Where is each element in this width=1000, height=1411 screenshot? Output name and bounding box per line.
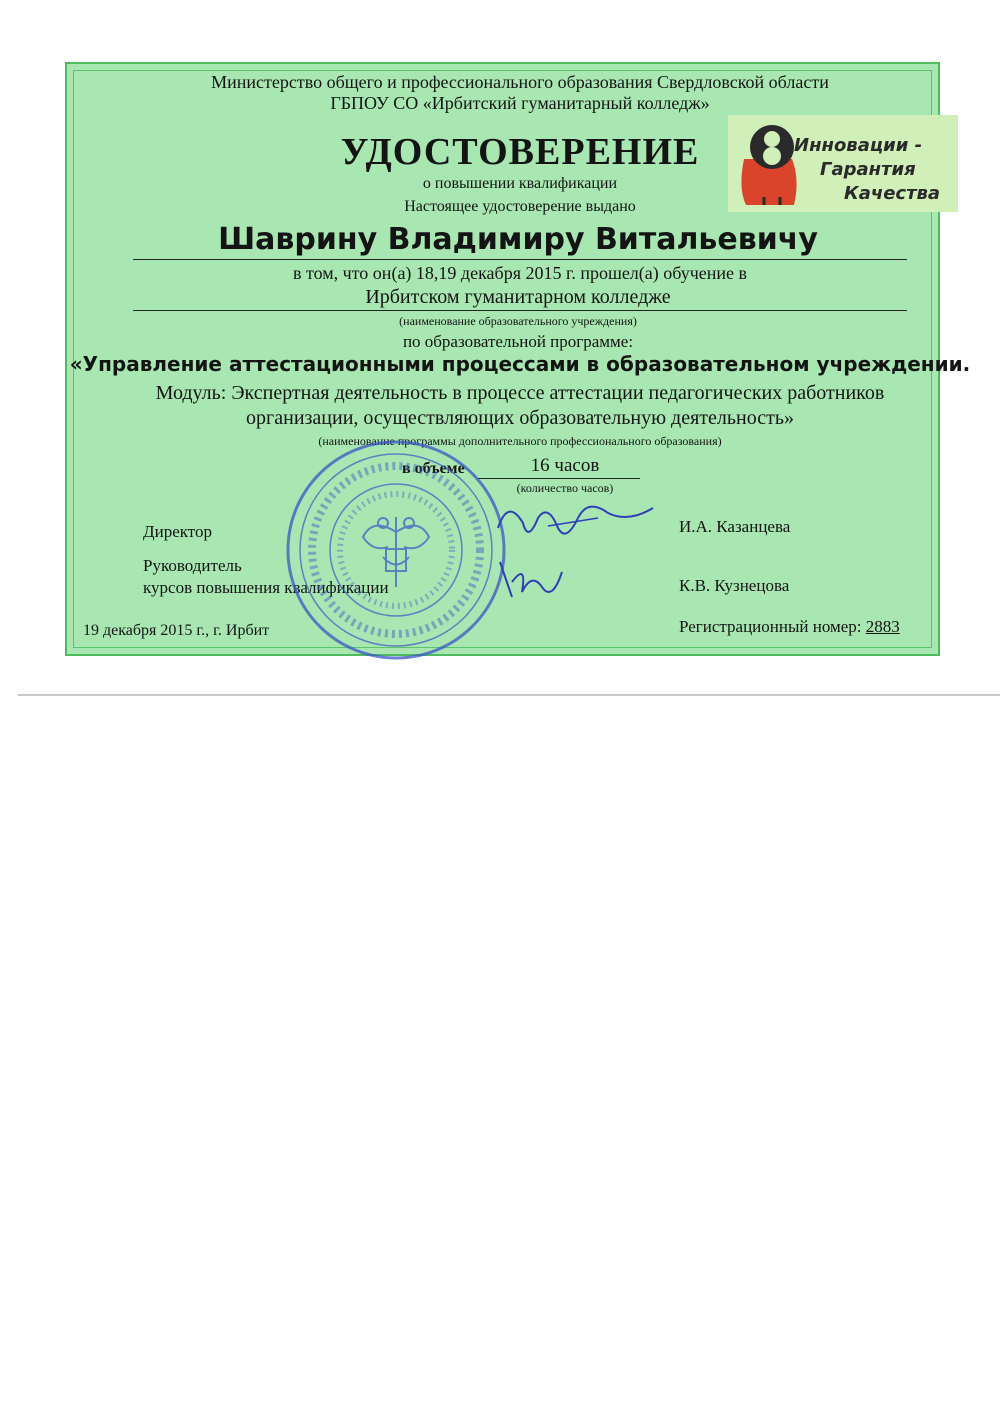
course-head-role-line-2: курсов повышения квалификации: [143, 578, 389, 597]
scan-sheet-edge: [18, 694, 1000, 696]
course-head-role-line-1: Руководитель: [143, 556, 242, 575]
institution-underline: [133, 310, 907, 311]
course-head-name: К.В. Кузнецова: [679, 576, 790, 595]
program-module-line-2: организации, осуществляющих образовательную деятельность»: [246, 407, 794, 429]
registration-label: Регистрационный номер:: [679, 617, 862, 636]
volume-hint: (количество часов): [516, 481, 614, 495]
volume-label: в объеме: [402, 460, 465, 477]
logo-line-3: Качества: [844, 183, 941, 204]
director-name: И.А. Казанцева: [679, 517, 791, 536]
ministry-name: Министерство общего и профессионального образования Свердловской области: [211, 72, 829, 92]
training-dates-line: в том, что он(а) 18,19 декабря 2015 г. прошел(а) обучение в: [292, 263, 748, 283]
program-label: по образовательной программе:: [402, 332, 634, 351]
volume-underline: [478, 478, 640, 479]
registration-value: 2883: [865, 617, 900, 636]
recipient-underline: [133, 259, 907, 260]
institution-name: Ирбитском гуманитарном колледже: [365, 286, 671, 308]
logo-line-1: Инновации -: [794, 135, 923, 156]
program-module-line-1: Модуль: Экспертная деятельность в процессе аттестации педагогических работников: [155, 382, 885, 404]
logo-line-2: Гарантия: [820, 159, 916, 180]
program-title: «Управление аттестационными процессами в образовательном учреждении.: [69, 352, 971, 376]
issued-line: Настоящее удостоверение выдано: [404, 198, 636, 215]
director-role: Директор: [143, 522, 212, 541]
institution-hint: (наименование образовательного учреждения): [399, 314, 637, 328]
program-hint: (наименование программы дополнительного профессионального образования): [318, 434, 722, 448]
volume-value: 16 часов: [530, 455, 600, 476]
recipient-name: Шаврину Владимиру Витальевичу: [218, 222, 818, 257]
certificate-subtitle: о повышении квалификации: [422, 175, 618, 192]
college-name: ГБПОУ СО «Ирбитский гуманитарный колледж»: [330, 93, 710, 113]
owl-icon: [734, 119, 814, 209]
innovation-logo: [728, 115, 958, 212]
issue-date-place: 19 декабря 2015 г., г. Ирбит: [83, 622, 270, 639]
registration-number: [679, 617, 900, 637]
certificate-title: УДОСТОВЕРЕНИЕ: [340, 131, 700, 173]
